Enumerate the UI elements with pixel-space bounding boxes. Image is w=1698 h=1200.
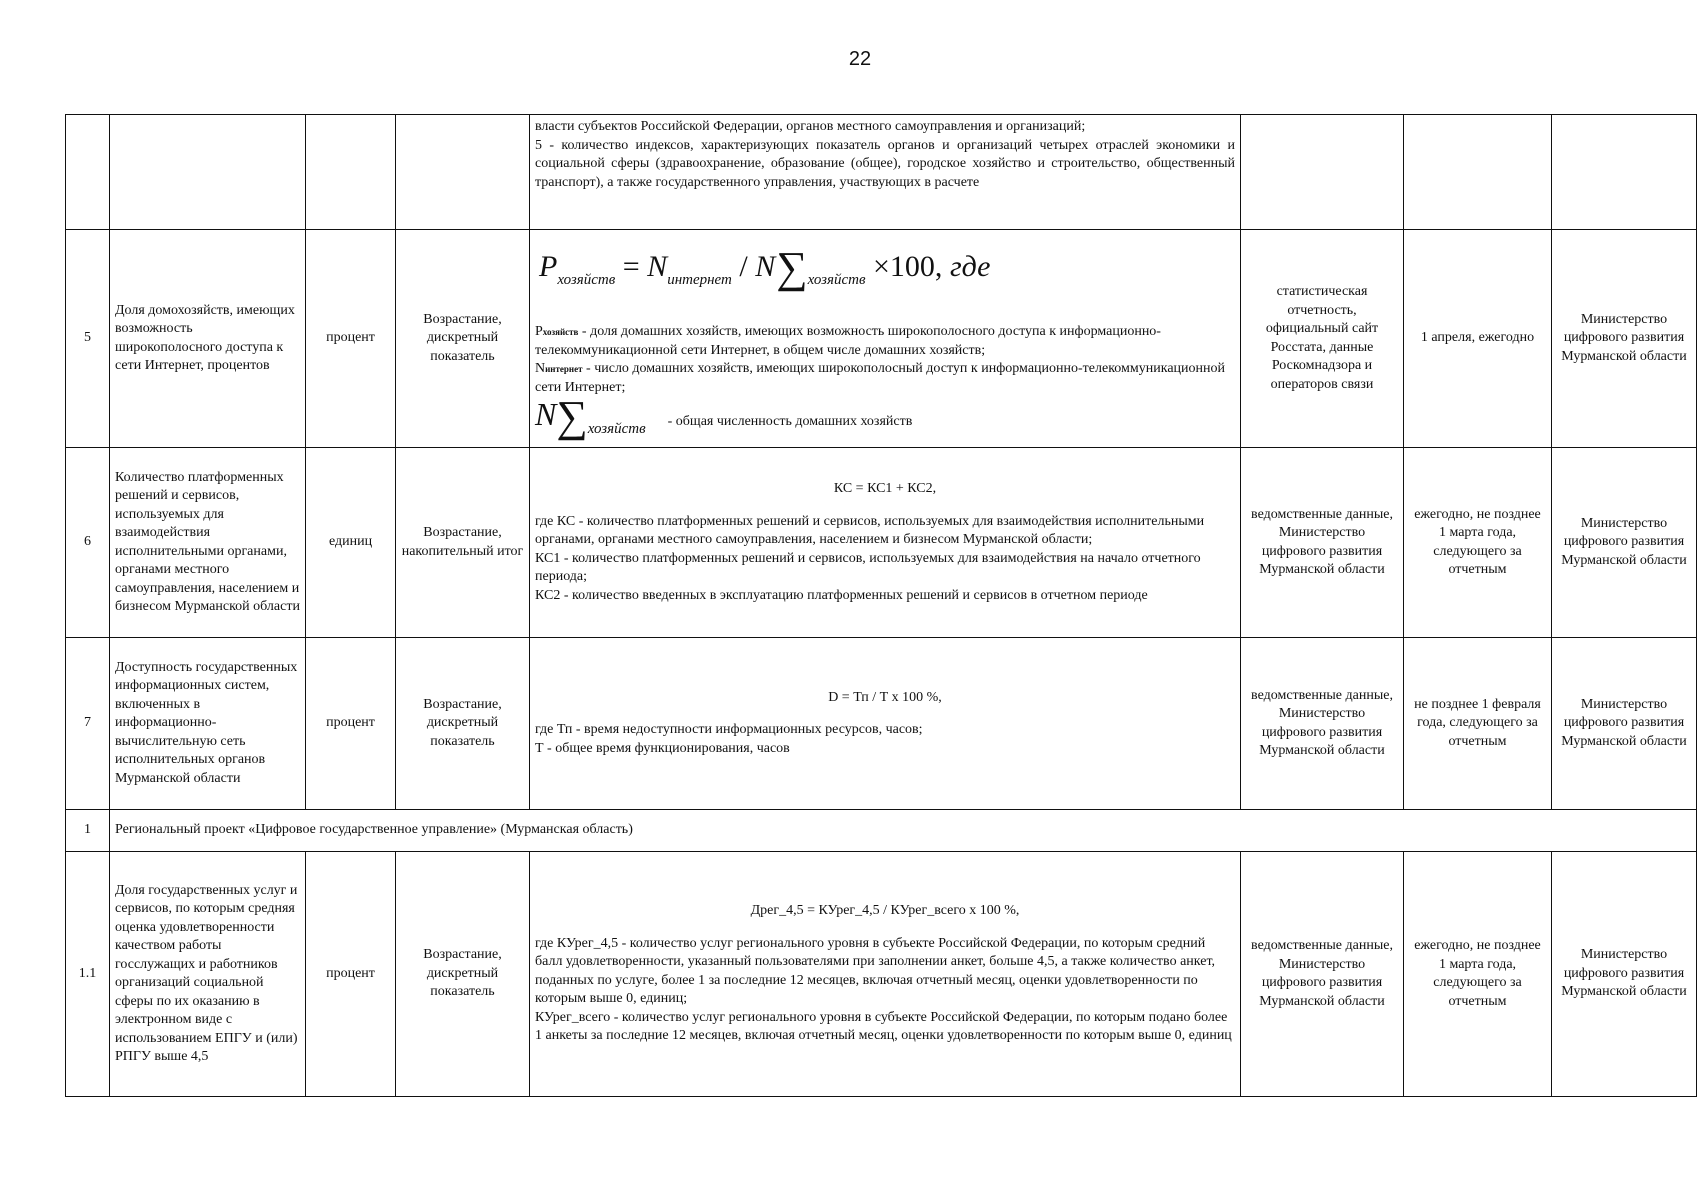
cell-responsible: Министерство цифрового развития Мурманской области bbox=[1552, 638, 1697, 810]
cell-unit: процент bbox=[306, 852, 396, 1097]
definition-n: Nинтернет - число домашних хозяйств, имеющих широкополосный доступ к информационно-телекоммуникационной сети Интернет; bbox=[535, 361, 1225, 395]
cell-responsible: Министерство цифрового развития Мурманской области bbox=[1552, 852, 1697, 1097]
cell-unit bbox=[306, 115, 396, 230]
formula-dreg: Дрег_4,5 = КУрег_4,5 / КУрег_всего х 100 %, bbox=[750, 903, 1020, 919]
table-row-7 bbox=[66, 638, 1697, 810]
cell-num: 6 bbox=[66, 448, 110, 638]
table-row-1-1 bbox=[66, 852, 1697, 1097]
formula-d: D = Тп / Т х 100 %, bbox=[828, 689, 942, 705]
cell-unit: единиц bbox=[306, 448, 396, 638]
cell-responsible: Министерство цифрового развития Мурманской области bbox=[1552, 448, 1697, 638]
cell-calculation bbox=[530, 230, 1241, 448]
cell-name: Количество платформенных решений и сервисов, используемых для взаимодействия исполнительными органами, органами местного самоуправления, населением и бизнесом Мурманской области bbox=[110, 448, 306, 638]
table-row-5 bbox=[66, 230, 1697, 448]
cell-num: 5 bbox=[66, 230, 110, 448]
formula-households: $P_{хозяйств} = N_{интернет} / N\sum_{хозяйств} \times 100$, где bbox=[539, 243, 991, 293]
cell-name: Доступность государственных информационных систем, включенных в информационно-вычислительную сеть исполнительных органов Мурманской области bbox=[110, 638, 306, 810]
cell-deadline bbox=[1404, 115, 1552, 230]
definition-sum: N∑хозяйств - общая численность домашних хозяйств bbox=[535, 392, 913, 442]
cell-num: 1.1 bbox=[66, 852, 110, 1097]
cell-calculation bbox=[530, 638, 1241, 810]
formula-description: где КУрег_4,5 - количество услуг регионального уровня в субъекте Российской Федерации, по которым средний балл удовлетворенности, указанный пользователями при заполнении анкет, больше 4,5, а также количество анкет, поданных по услуге, более 1 за последние 12 месяцев, включая отчетный месяц, оценки удовлетворенности по которым выше 0, единиц; КУрег_всего - количество услуг регионального уровня в субъекте Российской Федерации, по которым подано более 1 анкеты за последние 12 месяцев, включая отчетный месяц, оценки удовлетворенности по которым выше 0, единиц bbox=[535, 935, 1232, 1044]
table-row-6 bbox=[66, 448, 1697, 638]
table-row-section bbox=[66, 810, 1697, 852]
cell-source: ведомственные данные, Министерство цифрового развития Мурманской области bbox=[1241, 448, 1404, 638]
definition-p: Pхозяйств - доля домашних хозяйств, имеющих возможность широкополосного доступа к информационно-телекоммуникационной сети Интернет, в общем числе домашних хозяйств; bbox=[535, 324, 1161, 358]
cell-name: Доля домохозяйств, имеющих возможность широкополосного доступа к сети Интернет, процентов bbox=[110, 230, 306, 448]
cell-type: Возрастание, дискретный показатель bbox=[396, 230, 530, 448]
cell-num: 1 bbox=[66, 810, 110, 852]
section-title: Региональный проект «Цифровое государственное управление» (Мурманская область) bbox=[110, 810, 1697, 852]
cell-num bbox=[66, 115, 110, 230]
cell-responsible bbox=[1552, 115, 1697, 230]
cell-source: ведомственные данные, Министерство цифрового развития Мурманской области bbox=[1241, 852, 1404, 1097]
cell-source: статистическая отчетность, официальный сайт Росстата, данные Роскомнадзора и операторов связи bbox=[1241, 230, 1404, 448]
cell-calculation bbox=[530, 115, 1241, 230]
cell-deadline: ежегодно, не позднее 1 марта года, следующего за отчетным bbox=[1404, 852, 1552, 1097]
cell-num: 7 bbox=[66, 638, 110, 810]
table-row-continuation bbox=[66, 115, 1697, 230]
cell-calculation bbox=[530, 852, 1241, 1097]
formula-ks: КС = КС1 + КС2, bbox=[833, 481, 937, 496]
cell-deadline: не позднее 1 февраля года, следующего за отчетным bbox=[1404, 638, 1552, 810]
cell-name bbox=[110, 115, 306, 230]
cell-unit: процент bbox=[306, 638, 396, 810]
cell-name: Доля государственных услуг и сервисов, по которым средняя оценка удовлетворенности качеством работы госслужащих и работников организаций социальной сферы по их оказанию в электронном виде с использованием ЕПГУ и (или) РПГУ выше 4,5 bbox=[110, 852, 306, 1097]
cell-type bbox=[396, 115, 530, 230]
cell-source: ведомственные данные, Министерство цифрового развития Мурманской области bbox=[1241, 638, 1404, 810]
page-number: 22 bbox=[848, 48, 872, 70]
formula-description: где Тп - время недоступности информационных ресурсов, часов; Т - общее время функционирования, часов bbox=[535, 722, 923, 756]
cell-deadline: 1 апреля, ежегодно bbox=[1404, 230, 1552, 448]
formula-description: где КС - количество платформенных решений и сервисов, используемых для взаимодействия исполнительными органами, органами местного самоуправления, населением и бизнесом Мурманской области; КС1 - количество платформенных решений и сервисов, используемых для взаимодействия на начало отчетного периода; КС2 - количество введенных в эксплуатацию платформенных решений и сервисов в отчетном периоде bbox=[535, 513, 1205, 603]
cell-calculation bbox=[530, 448, 1241, 638]
cell-deadline: ежегодно, не позднее 1 марта года, следующего за отчетным bbox=[1404, 448, 1552, 638]
indicators-table bbox=[65, 114, 1697, 1097]
cell-type: Возрастание, дискретный показатель bbox=[396, 852, 530, 1097]
cell-type: Возрастание, накопительный итог bbox=[396, 448, 530, 638]
calculation-text: власти субъектов Российской Федерации, органов местного самоуправления и организаций; 5 - количество индексов, характеризующих показатель органов и организаций четырех отраслей экономики и социальной сферы (здравоохранение, образование (общее), городское хозяйство и строительство, общественный транспорт), а также государственного управления, участвующих в расчете bbox=[535, 119, 1235, 190]
cell-source bbox=[1241, 115, 1404, 230]
cell-unit: процент bbox=[306, 230, 396, 448]
cell-responsible: Министерство цифрового развития Мурманской области bbox=[1552, 230, 1697, 448]
cell-type: Возрастание, дискретный показатель bbox=[396, 638, 530, 810]
